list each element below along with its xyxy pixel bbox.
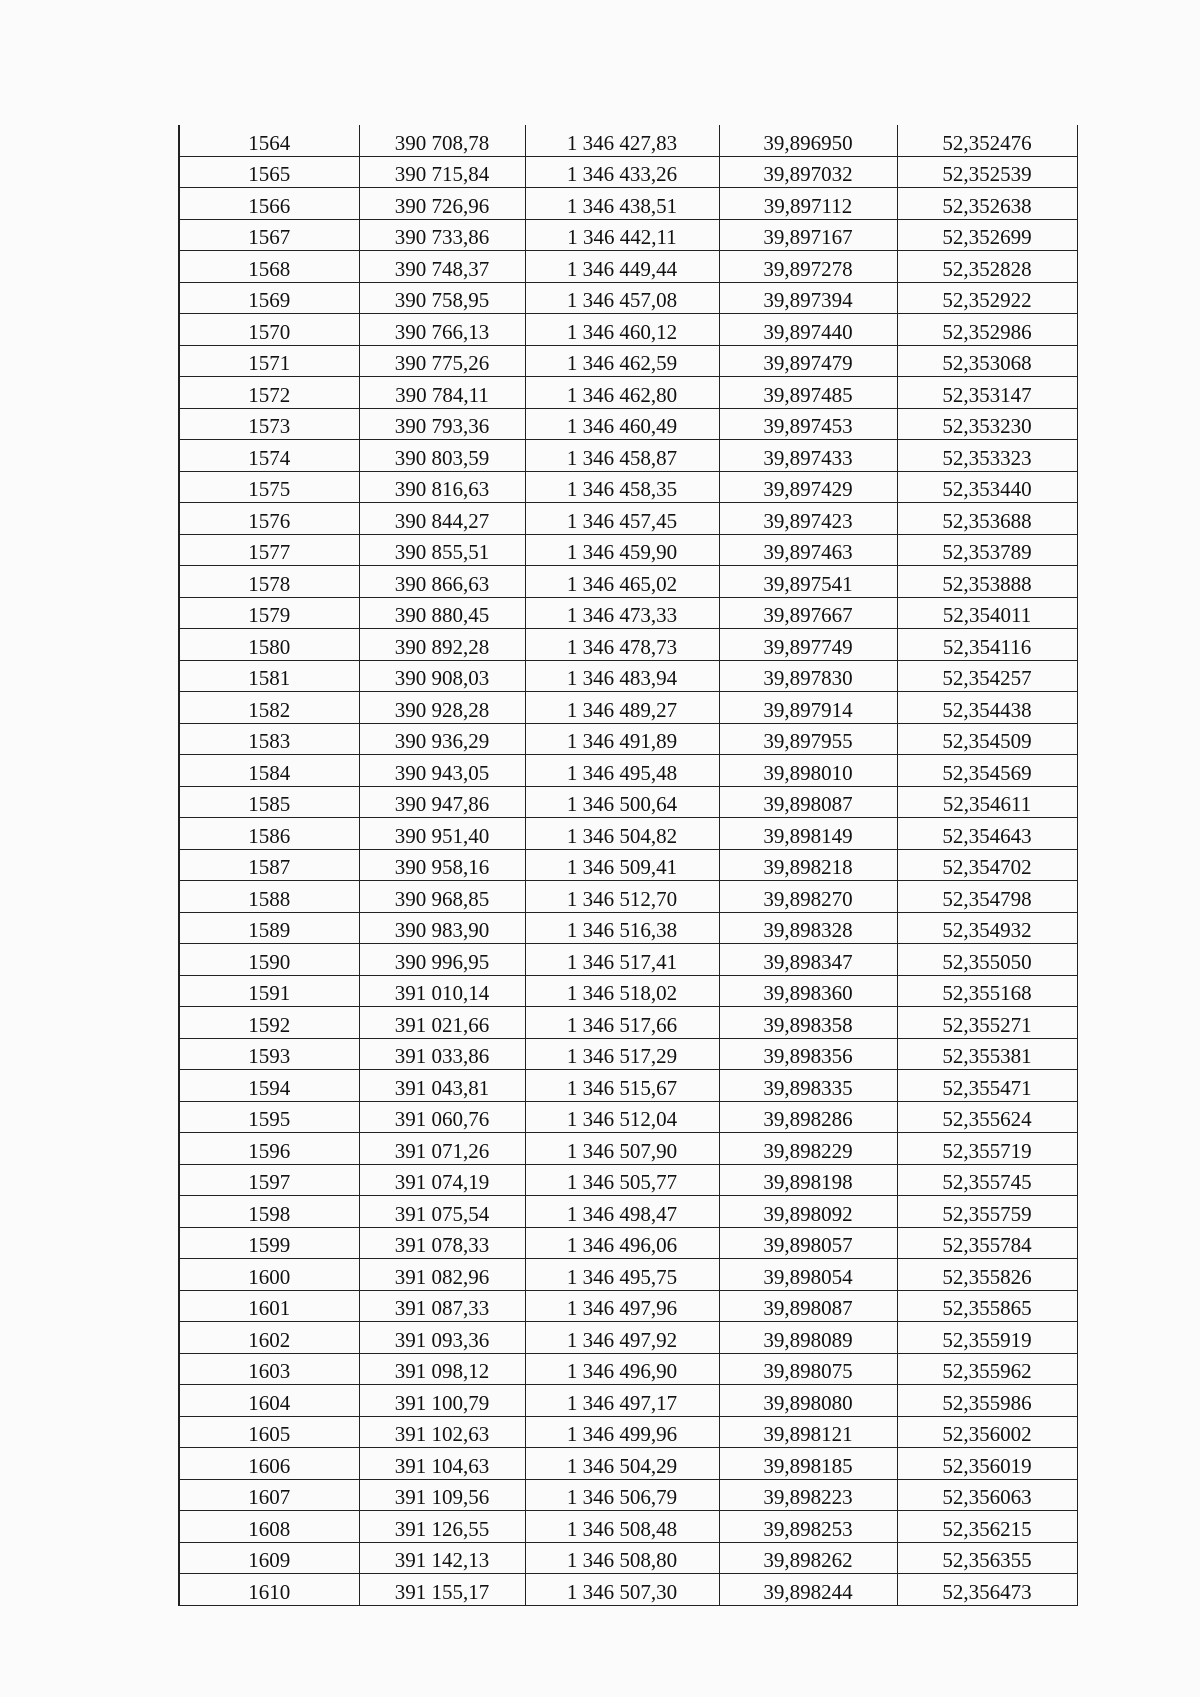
x-coordinate-cell: 391 104,63 [359,1448,525,1480]
latitude-cell: 52,354798 [897,881,1077,913]
table-row [179,723,1077,755]
longitude-cell: 39,897433 [719,440,897,472]
point-number-cell: 1576 [179,503,359,535]
longitude-cell: 39,898092 [719,1196,897,1228]
latitude-cell: 52,356002 [897,1416,1077,1448]
point-number-cell: 1580 [179,629,359,661]
longitude-cell: 39,897541 [719,566,897,598]
x-coordinate-cell: 390 958,16 [359,849,525,881]
table-row [179,1385,1077,1417]
table-row [179,692,1077,724]
y-coordinate-cell: 1 346 491,89 [525,723,719,755]
table-row [179,1196,1077,1228]
x-coordinate-cell: 390 943,05 [359,755,525,787]
latitude-cell: 52,352986 [897,314,1077,346]
point-number-cell: 1601 [179,1290,359,1322]
x-coordinate-cell: 391 098,12 [359,1353,525,1385]
longitude-cell: 39,897463 [719,534,897,566]
point-number-cell: 1582 [179,692,359,724]
point-number-cell: 1596 [179,1133,359,1165]
longitude-cell: 39,897667 [719,597,897,629]
point-number-cell: 1587 [179,849,359,881]
point-number-cell: 1604 [179,1385,359,1417]
x-coordinate-cell: 391 082,96 [359,1259,525,1291]
x-coordinate-cell: 390 855,51 [359,534,525,566]
latitude-cell: 52,355826 [897,1259,1077,1291]
y-coordinate-cell: 1 346 497,96 [525,1290,719,1322]
latitude-cell: 52,353888 [897,566,1077,598]
y-coordinate-cell: 1 346 499,96 [525,1416,719,1448]
point-number-cell: 1590 [179,944,359,976]
point-number-cell: 1568 [179,251,359,283]
y-coordinate-cell: 1 346 489,27 [525,692,719,724]
longitude-cell: 39,898218 [719,849,897,881]
y-coordinate-cell: 1 346 516,38 [525,912,719,944]
x-coordinate-cell: 390 708,78 [359,125,525,156]
point-number-cell: 1567 [179,219,359,251]
point-number-cell: 1564 [179,125,359,156]
x-coordinate-cell: 391 060,76 [359,1101,525,1133]
y-coordinate-cell: 1 346 462,80 [525,377,719,409]
table-row [179,377,1077,409]
y-coordinate-cell: 1 346 460,12 [525,314,719,346]
point-number-cell: 1599 [179,1227,359,1259]
y-coordinate-cell: 1 346 497,17 [525,1385,719,1417]
longitude-cell: 39,898347 [719,944,897,976]
y-coordinate-cell: 1 346 473,33 [525,597,719,629]
longitude-cell: 39,898229 [719,1133,897,1165]
x-coordinate-cell: 390 983,90 [359,912,525,944]
point-number-cell: 1583 [179,723,359,755]
x-coordinate-cell: 391 078,33 [359,1227,525,1259]
x-coordinate-cell: 390 908,03 [359,660,525,692]
point-number-cell: 1598 [179,1196,359,1228]
y-coordinate-cell: 1 346 427,83 [525,125,719,156]
table-row [179,755,1077,787]
table-row [179,1007,1077,1039]
longitude-cell: 39,898054 [719,1259,897,1291]
table-row [179,1070,1077,1102]
table-row [179,188,1077,220]
longitude-cell: 39,898185 [719,1448,897,1480]
table-row [179,849,1077,881]
table-row [179,440,1077,472]
table-row [179,1511,1077,1543]
latitude-cell: 52,352476 [897,125,1077,156]
latitude-cell: 52,355759 [897,1196,1077,1228]
latitude-cell: 52,354011 [897,597,1077,629]
longitude-cell: 39,897453 [719,408,897,440]
table-row [179,1448,1077,1480]
latitude-cell: 52,354643 [897,818,1077,850]
longitude-cell: 39,897479 [719,345,897,377]
y-coordinate-cell: 1 346 462,59 [525,345,719,377]
latitude-cell: 52,353147 [897,377,1077,409]
coordinates-table [178,125,1078,1606]
y-coordinate-cell: 1 346 517,29 [525,1038,719,1070]
y-coordinate-cell: 1 346 460,49 [525,408,719,440]
point-number-cell: 1581 [179,660,359,692]
x-coordinate-cell: 390 968,85 [359,881,525,913]
y-coordinate-cell: 1 346 518,02 [525,975,719,1007]
longitude-cell: 39,898244 [719,1574,897,1606]
x-coordinate-cell: 391 087,33 [359,1290,525,1322]
table-row [179,314,1077,346]
point-number-cell: 1579 [179,597,359,629]
latitude-cell: 52,354116 [897,629,1077,661]
y-coordinate-cell: 1 346 433,26 [525,156,719,188]
latitude-cell: 52,355471 [897,1070,1077,1102]
x-coordinate-cell: 391 102,63 [359,1416,525,1448]
x-coordinate-cell: 390 928,28 [359,692,525,724]
y-coordinate-cell: 1 346 438,51 [525,188,719,220]
table-row [179,660,1077,692]
point-number-cell: 1610 [179,1574,359,1606]
x-coordinate-cell: 390 766,13 [359,314,525,346]
table-row [179,1133,1077,1165]
x-coordinate-cell: 390 733,86 [359,219,525,251]
x-coordinate-cell: 390 715,84 [359,156,525,188]
longitude-cell: 39,897423 [719,503,897,535]
y-coordinate-cell: 1 346 497,92 [525,1322,719,1354]
y-coordinate-cell: 1 346 500,64 [525,786,719,818]
longitude-cell: 39,898087 [719,786,897,818]
longitude-cell: 39,898335 [719,1070,897,1102]
y-coordinate-cell: 1 346 505,77 [525,1164,719,1196]
y-coordinate-cell: 1 346 442,11 [525,219,719,251]
point-number-cell: 1569 [179,282,359,314]
table-row [179,566,1077,598]
x-coordinate-cell: 390 866,63 [359,566,525,598]
latitude-cell: 52,352828 [897,251,1077,283]
y-coordinate-cell: 1 346 495,48 [525,755,719,787]
longitude-cell: 39,897394 [719,282,897,314]
point-number-cell: 1578 [179,566,359,598]
latitude-cell: 52,356355 [897,1542,1077,1574]
x-coordinate-cell: 391 021,66 [359,1007,525,1039]
point-number-cell: 1585 [179,786,359,818]
longitude-cell: 39,897429 [719,471,897,503]
longitude-cell: 39,898286 [719,1101,897,1133]
point-number-cell: 1566 [179,188,359,220]
point-number-cell: 1575 [179,471,359,503]
x-coordinate-cell: 390 892,28 [359,629,525,661]
longitude-cell: 39,897955 [719,723,897,755]
longitude-cell: 39,898149 [719,818,897,850]
longitude-cell: 39,897830 [719,660,897,692]
latitude-cell: 52,354932 [897,912,1077,944]
point-number-cell: 1609 [179,1542,359,1574]
point-number-cell: 1584 [179,755,359,787]
latitude-cell: 52,355624 [897,1101,1077,1133]
longitude-cell: 39,898223 [719,1479,897,1511]
table-row [179,125,1077,156]
table-row [179,251,1077,283]
x-coordinate-cell: 390 816,63 [359,471,525,503]
table-row [179,1542,1077,1574]
point-number-cell: 1595 [179,1101,359,1133]
y-coordinate-cell: 1 346 512,70 [525,881,719,913]
latitude-cell: 52,353068 [897,345,1077,377]
point-number-cell: 1602 [179,1322,359,1354]
point-number-cell: 1570 [179,314,359,346]
table-row [179,912,1077,944]
table-row [179,1322,1077,1354]
y-coordinate-cell: 1 346 457,45 [525,503,719,535]
y-coordinate-cell: 1 346 458,35 [525,471,719,503]
latitude-cell: 52,353688 [897,503,1077,535]
x-coordinate-cell: 390 793,36 [359,408,525,440]
table-row [179,1227,1077,1259]
latitude-cell: 52,355986 [897,1385,1077,1417]
longitude-cell: 39,898358 [719,1007,897,1039]
longitude-cell: 39,898087 [719,1290,897,1322]
table-row [179,219,1077,251]
longitude-cell: 39,897112 [719,188,897,220]
latitude-cell: 52,355271 [897,1007,1077,1039]
longitude-cell: 39,898262 [719,1542,897,1574]
table-row [179,1290,1077,1322]
table-row [179,503,1077,535]
table-row [179,1574,1077,1606]
y-coordinate-cell: 1 346 506,79 [525,1479,719,1511]
x-coordinate-cell: 391 043,81 [359,1070,525,1102]
x-coordinate-cell: 390 803,59 [359,440,525,472]
longitude-cell: 39,898270 [719,881,897,913]
latitude-cell: 52,352638 [897,188,1077,220]
latitude-cell: 52,356473 [897,1574,1077,1606]
longitude-cell: 39,896950 [719,125,897,156]
latitude-cell: 52,355784 [897,1227,1077,1259]
table-row [179,282,1077,314]
y-coordinate-cell: 1 346 507,30 [525,1574,719,1606]
table-row [179,786,1077,818]
table-row [179,408,1077,440]
table-row [179,534,1077,566]
longitude-cell: 39,898089 [719,1322,897,1354]
latitude-cell: 52,355381 [897,1038,1077,1070]
latitude-cell: 52,355168 [897,975,1077,1007]
point-number-cell: 1608 [179,1511,359,1543]
x-coordinate-cell: 391 142,13 [359,1542,525,1574]
coordinates-table-body [179,125,1077,1605]
x-coordinate-cell: 391 010,14 [359,975,525,1007]
point-number-cell: 1600 [179,1259,359,1291]
x-coordinate-cell: 391 075,54 [359,1196,525,1228]
y-coordinate-cell: 1 346 517,41 [525,944,719,976]
point-number-cell: 1605 [179,1416,359,1448]
latitude-cell: 52,355865 [897,1290,1077,1322]
y-coordinate-cell: 1 346 496,06 [525,1227,719,1259]
latitude-cell: 52,354438 [897,692,1077,724]
latitude-cell: 52,356215 [897,1511,1077,1543]
x-coordinate-cell: 391 071,26 [359,1133,525,1165]
point-number-cell: 1607 [179,1479,359,1511]
y-coordinate-cell: 1 346 507,90 [525,1133,719,1165]
table-row [179,881,1077,913]
x-coordinate-cell: 390 784,11 [359,377,525,409]
point-number-cell: 1577 [179,534,359,566]
x-coordinate-cell: 391 093,36 [359,1322,525,1354]
x-coordinate-cell: 391 155,17 [359,1574,525,1606]
table-row [179,1101,1077,1133]
point-number-cell: 1589 [179,912,359,944]
x-coordinate-cell: 391 100,79 [359,1385,525,1417]
latitude-cell: 52,352699 [897,219,1077,251]
longitude-cell: 39,897167 [719,219,897,251]
x-coordinate-cell: 390 936,29 [359,723,525,755]
table-row [179,944,1077,976]
point-number-cell: 1592 [179,1007,359,1039]
latitude-cell: 52,354509 [897,723,1077,755]
point-number-cell: 1572 [179,377,359,409]
x-coordinate-cell: 390 775,26 [359,345,525,377]
latitude-cell: 52,355962 [897,1353,1077,1385]
latitude-cell: 52,354611 [897,786,1077,818]
table-row [179,345,1077,377]
y-coordinate-cell: 1 346 508,80 [525,1542,719,1574]
latitude-cell: 52,355050 [897,944,1077,976]
x-coordinate-cell: 390 996,95 [359,944,525,976]
latitude-cell: 52,356063 [897,1479,1077,1511]
latitude-cell: 52,352922 [897,282,1077,314]
longitude-cell: 39,898057 [719,1227,897,1259]
x-coordinate-cell: 391 109,56 [359,1479,525,1511]
longitude-cell: 39,898121 [719,1416,897,1448]
latitude-cell: 52,353440 [897,471,1077,503]
longitude-cell: 39,898080 [719,1385,897,1417]
y-coordinate-cell: 1 346 504,29 [525,1448,719,1480]
longitude-cell: 39,897440 [719,314,897,346]
x-coordinate-cell: 390 844,27 [359,503,525,535]
table-row [179,1038,1077,1070]
x-coordinate-cell: 390 951,40 [359,818,525,850]
longitude-cell: 39,898253 [719,1511,897,1543]
table-row [179,1416,1077,1448]
latitude-cell: 52,356019 [897,1448,1077,1480]
x-coordinate-cell: 391 074,19 [359,1164,525,1196]
longitude-cell: 39,898198 [719,1164,897,1196]
longitude-cell: 39,898010 [719,755,897,787]
latitude-cell: 52,353789 [897,534,1077,566]
point-number-cell: 1594 [179,1070,359,1102]
x-coordinate-cell: 391 033,86 [359,1038,525,1070]
longitude-cell: 39,898356 [719,1038,897,1070]
longitude-cell: 39,898075 [719,1353,897,1385]
longitude-cell: 39,898328 [719,912,897,944]
y-coordinate-cell: 1 346 458,87 [525,440,719,472]
point-number-cell: 1591 [179,975,359,1007]
y-coordinate-cell: 1 346 517,66 [525,1007,719,1039]
x-coordinate-cell: 390 758,95 [359,282,525,314]
point-number-cell: 1574 [179,440,359,472]
y-coordinate-cell: 1 346 478,73 [525,629,719,661]
point-number-cell: 1565 [179,156,359,188]
table-row [179,1259,1077,1291]
x-coordinate-cell: 390 726,96 [359,188,525,220]
x-coordinate-cell: 390 947,86 [359,786,525,818]
point-number-cell: 1588 [179,881,359,913]
y-coordinate-cell: 1 346 496,90 [525,1353,719,1385]
latitude-cell: 52,355919 [897,1322,1077,1354]
y-coordinate-cell: 1 346 504,82 [525,818,719,850]
latitude-cell: 52,354702 [897,849,1077,881]
longitude-cell: 39,897485 [719,377,897,409]
longitude-cell: 39,898360 [719,975,897,1007]
y-coordinate-cell: 1 346 508,48 [525,1511,719,1543]
y-coordinate-cell: 1 346 495,75 [525,1259,719,1291]
longitude-cell: 39,897032 [719,156,897,188]
table-row [179,1164,1077,1196]
y-coordinate-cell: 1 346 509,41 [525,849,719,881]
y-coordinate-cell: 1 346 512,04 [525,1101,719,1133]
x-coordinate-cell: 391 126,55 [359,1511,525,1543]
longitude-cell: 39,897278 [719,251,897,283]
point-number-cell: 1606 [179,1448,359,1480]
y-coordinate-cell: 1 346 459,90 [525,534,719,566]
longitude-cell: 39,897749 [719,629,897,661]
latitude-cell: 52,354257 [897,660,1077,692]
point-number-cell: 1597 [179,1164,359,1196]
point-number-cell: 1571 [179,345,359,377]
latitude-cell: 52,352539 [897,156,1077,188]
table-row [179,629,1077,661]
latitude-cell: 52,355719 [897,1133,1077,1165]
table-row [179,471,1077,503]
point-number-cell: 1593 [179,1038,359,1070]
y-coordinate-cell: 1 346 515,67 [525,1070,719,1102]
y-coordinate-cell: 1 346 483,94 [525,660,719,692]
latitude-cell: 52,353230 [897,408,1077,440]
y-coordinate-cell: 1 346 498,47 [525,1196,719,1228]
x-coordinate-cell: 390 880,45 [359,597,525,629]
y-coordinate-cell: 1 346 465,02 [525,566,719,598]
latitude-cell: 52,353323 [897,440,1077,472]
point-number-cell: 1573 [179,408,359,440]
y-coordinate-cell: 1 346 457,08 [525,282,719,314]
latitude-cell: 52,355745 [897,1164,1077,1196]
point-number-cell: 1586 [179,818,359,850]
table-row [179,1479,1077,1511]
x-coordinate-cell: 390 748,37 [359,251,525,283]
y-coordinate-cell: 1 346 449,44 [525,251,719,283]
longitude-cell: 39,897914 [719,692,897,724]
table-row [179,156,1077,188]
point-number-cell: 1603 [179,1353,359,1385]
table-row [179,818,1077,850]
table-row [179,1353,1077,1385]
table-row [179,597,1077,629]
table-row [179,975,1077,1007]
latitude-cell: 52,354569 [897,755,1077,787]
